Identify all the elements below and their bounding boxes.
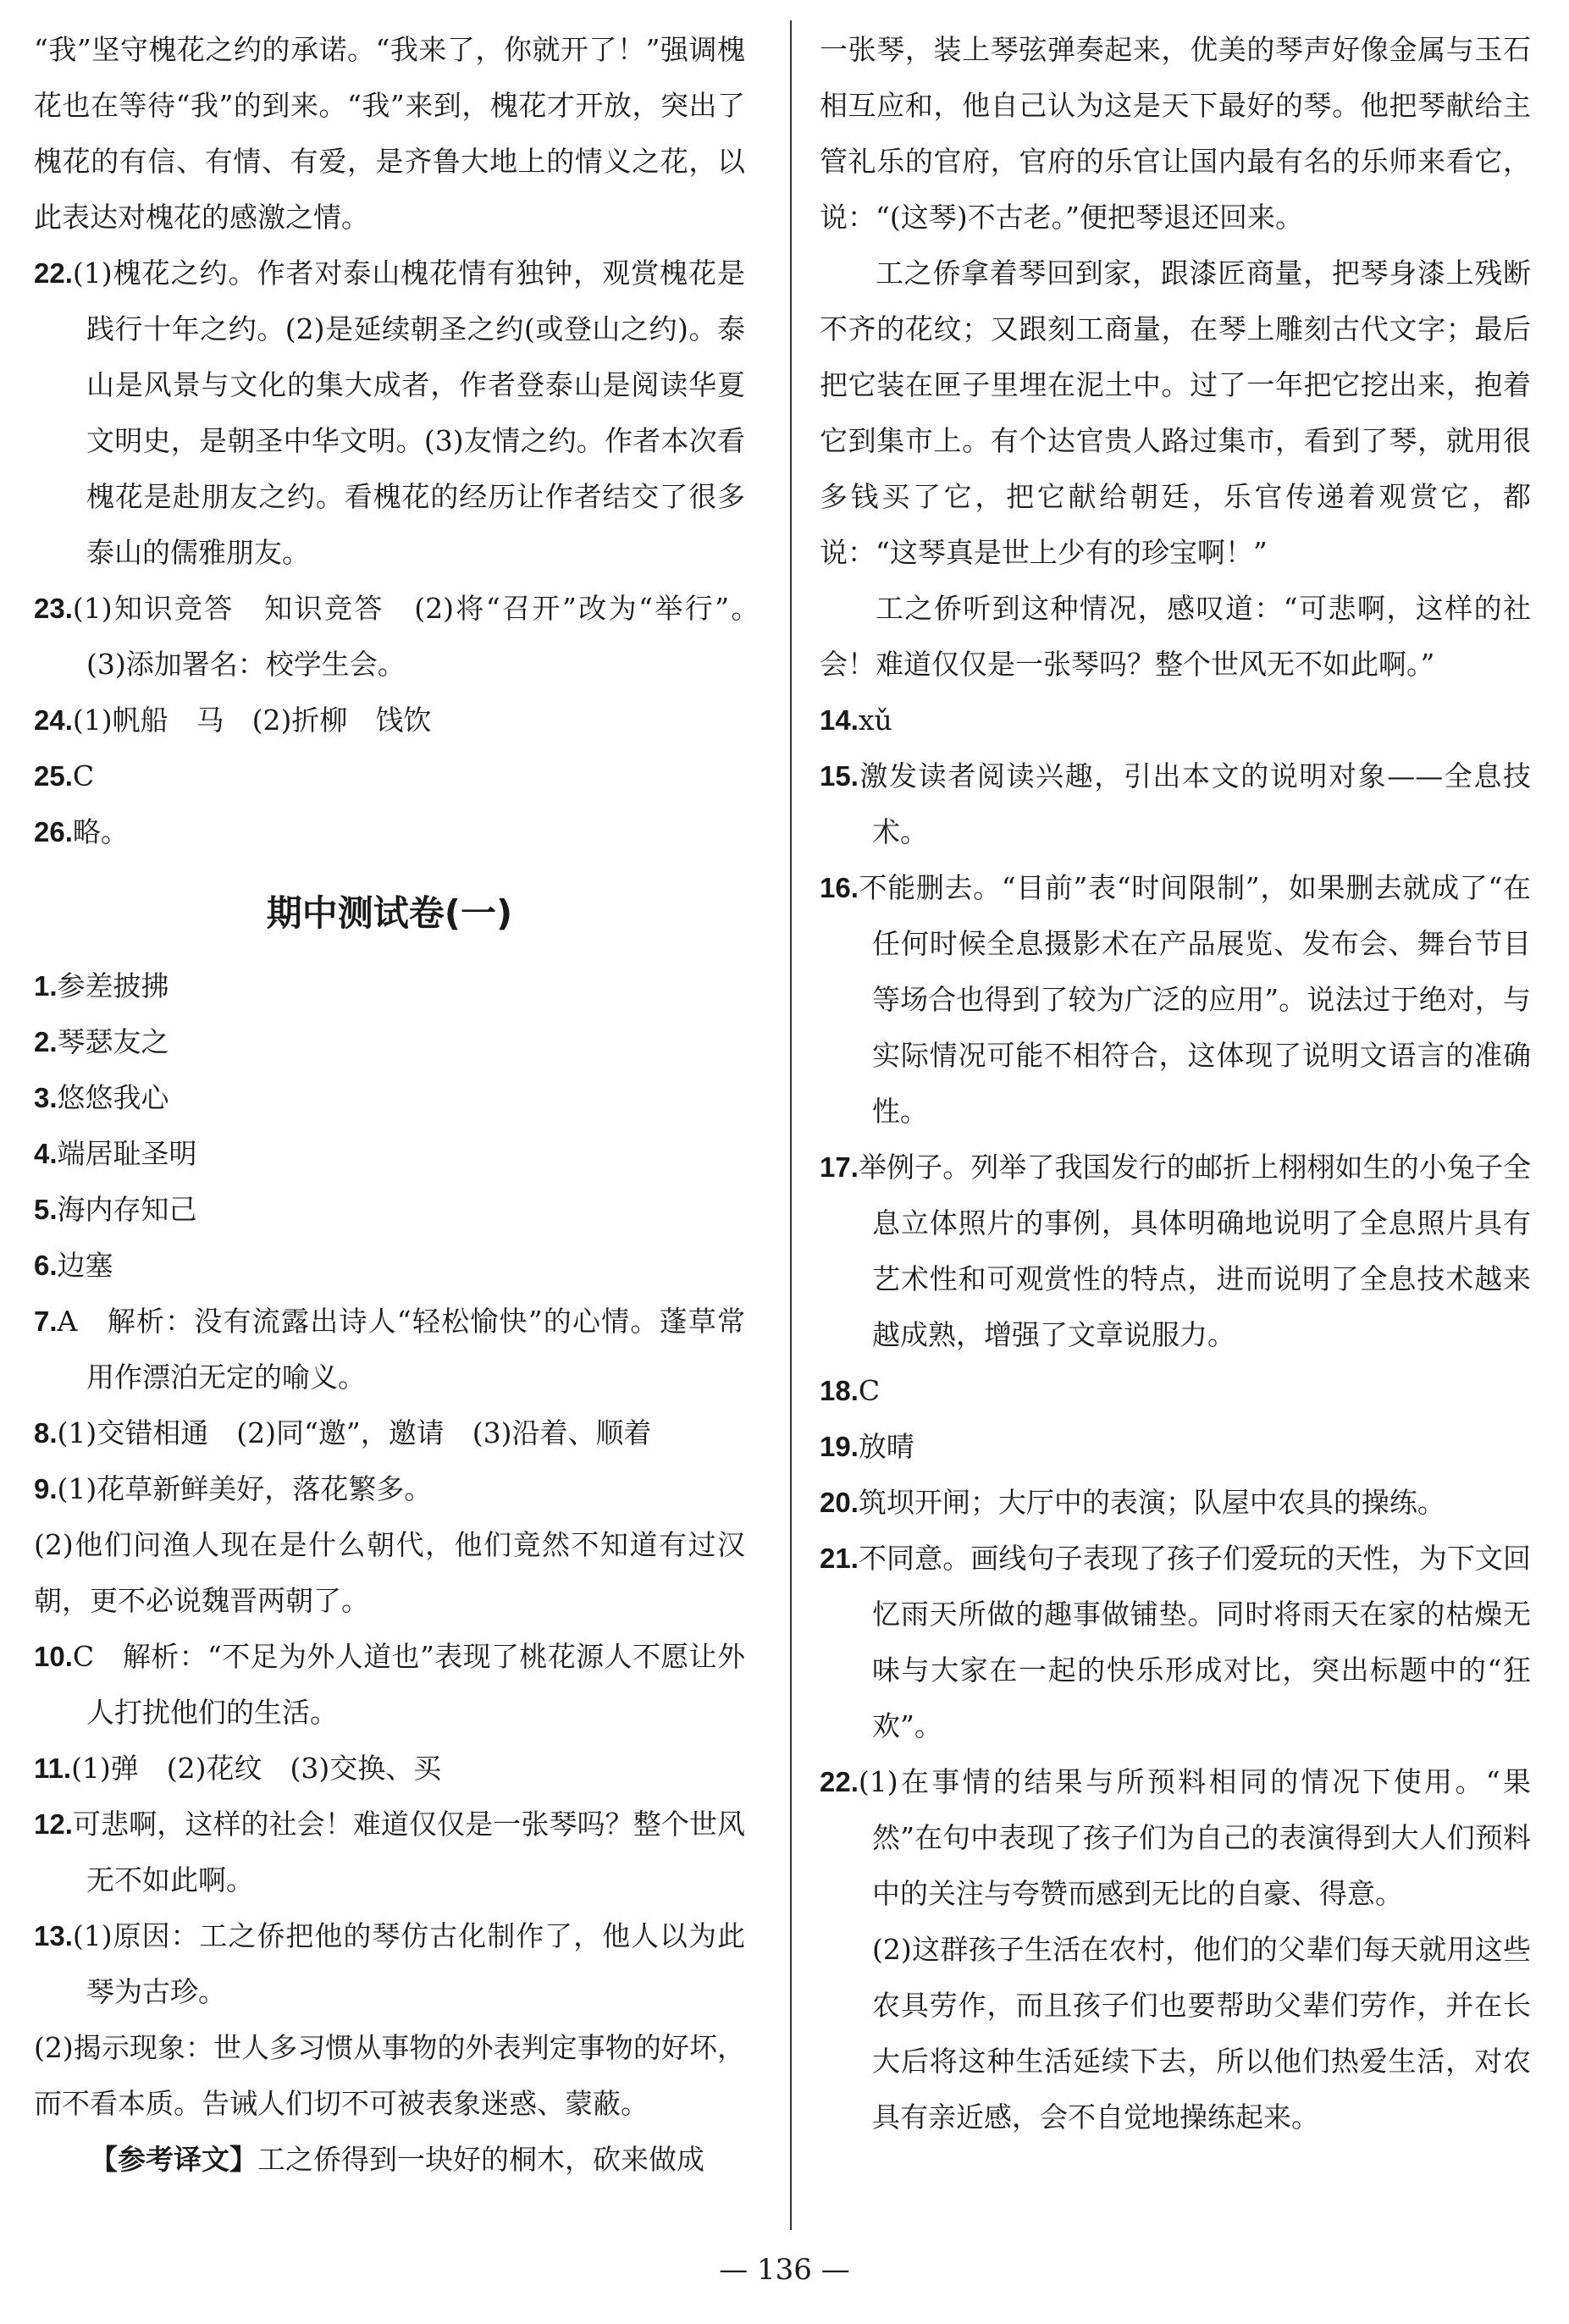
page-number: — 136 — (719, 2253, 850, 2287)
intro-paragraph: “我”坚守槐花之约的承诺。“我来了，你就开了！”强调槐花也在等待“我”的到来。“我”来到，槐花才开放，突出了槐花的有信、有情、有爱，是齐鲁大地上的情义之花，以此表达对槐花的感激之情。 (34, 33, 745, 234)
answer-list (820, 693, 1531, 2145)
answer-item: 3.悠悠我心 (34, 1081, 169, 1114)
answer-item: 14.xǔ (820, 704, 892, 737)
answer-item: 13.(1)原因：工之侨把他的琴仿古化制作了，他人以为此琴为古珍。 (34, 1919, 745, 2008)
answer-item: 8.(1)交错相通 (2)同“邀”，邀请 (3)沿着、顺着 (34, 1416, 652, 1449)
section-title: 期中测试卷(一) (266, 892, 513, 934)
translation-paragraph: 一张琴，装上琴弦弹奏起来，优美的琴声好像金属与玉石相互应和，他自己认为这是天下最好的琴。他把琴献给主管礼乐的官府，官府的乐官让国内最有名的乐师来看它，说：“(这琴)不古老。”便把琴退还回来。 (820, 33, 1531, 234)
answer-item: 4.端居耻圣明 (34, 1137, 197, 1170)
answer-item: 17.举例子。列举了我国发行的邮折上栩栩如生的小兔子全息立体照片的事例，具体明确地说明了全息照片具有艺术性和可观赏性的特点，进而说明了全息技术越来越成熟，增强了文章说服力。 (820, 1151, 1531, 1351)
prev-answer-list (34, 246, 773, 860)
answer-item: 25.C (34, 759, 95, 792)
answer-item: 18.C (820, 1374, 881, 1407)
right-column (820, 22, 1531, 2145)
translation-paragraph: 工之侨拿着琴回到家，跟漆匠商量，把琴身漆上残断不齐的花纹；又跟刻工商量，在琴上雕刻古代文字；最后把它装在匣子里埋在泥土中。过了一年把它挖出来，抱着它到集市上。有个达官贵人路过集市，看到了琴，就用很多钱买了它，把它献给朝廷，乐官传递着观赏它，都说：“这琴真是世上少有的珍宝啊！” (820, 257, 1531, 569)
answer-item: 5.海内存知己 (34, 1193, 197, 1226)
answer-item: 26.略。 (34, 815, 129, 848)
answer-subpart: (2)这群孩子生活在农村，他们的父辈们每天就用这些农具劳作，而且孩子们也要帮助父辈们劳作，并在长大后将这种生活延续下去，所以他们热爱生活，对农具有亲近感，会不自觉地操练起来。 (872, 1933, 1531, 2134)
translation-start: 【参考译文】工之侨得到一块好的桐木，砍来做成 (90, 2143, 704, 2176)
answer-item: 15.激发读者阅读兴趣，引出本文的说明对象——全息技术。 (820, 759, 1531, 848)
answer-item: 24.(1)帆船 马 (2)折柳 饯饮 (34, 704, 432, 737)
answer-item: 7.A 解析：没有流露出诗人“轻松愉快”的心情。蓬草常用作漂泊无定的喻义。 (34, 1305, 745, 1394)
answer-item: 12.可悲啊，这样的社会！难道仅仅是一张琴吗？整个世风无不如此啊。 (34, 1808, 745, 1896)
answer-item: 23.(1)知识竞答 知识竞答 (2)将“召开”改为“举行”。 (3)添加署名：校学生会。 (34, 592, 773, 681)
answer-item: 10.C 解析：“不足为外人道也”表现了桃花源人不愿让外人打扰他们的生活。 (34, 1640, 745, 1729)
left-column (34, 22, 773, 2188)
answer-item: 2.琴瑟友之 (34, 1025, 169, 1058)
answer-item: 1.参差披拂 (34, 969, 169, 1002)
column-divider (790, 20, 792, 2230)
translation-paragraph: 工之侨听到这种情况，感叹道：“可悲啊，这样的社会！难道仅仅是一张琴吗？整个世风无不如此啊。” (820, 592, 1531, 681)
answer-list (34, 958, 745, 2188)
answer-item: 11.(1)弹 (2)花纹 (3)交换、买 (34, 1752, 442, 1785)
answer-item: 20.筑坝开闸；大厅中的表演；队屋中农具的操练。 (820, 1486, 1445, 1519)
answer-item: 16.不能删去。“目前”表“时间限制”，如果删去就成了“在任何时候全息摄影术在产品展览、发布会、舞台节目等场合也得到了较为广泛的应用”。说法过于绝对，与实际情况可能不相符合，这体现了说明文语言的准确性。 (820, 871, 1531, 1128)
answer-item: 22.(1)在事情的结果与所预料相同的情况下使用。“果然”在句中表现了孩子们为自己的表演得到大人们预料中的关注与夸赞而感到无比的自豪、得意。 (820, 1765, 1531, 1910)
answer-subpart: (2)他们问渔人现在是什么朝代，他们竟然不知道有过汉朝，更不必说魏晋两朝了。 (34, 1528, 745, 1617)
answer-item: 21.不同意。画线句子表现了孩子们爱玩的天性，为下文回忆雨天所做的趣事做铺垫。同时将雨天在家的枯燥无味与大家在一起的快乐形成对比，突出标题中的“狂欢”。 (820, 1542, 1531, 1742)
answer-item: 19.放晴 (820, 1430, 914, 1463)
answer-item: 9.(1)花草新鲜美好，落花繁多。 (34, 1472, 433, 1505)
answer-item: 22.(1)槐花之约。作者对泰山槐花情有独钟，观赏槐花是践行十年之约。(2)是延续朝圣之约(或登山之约)。泰山是风景与文化的集大成者，作者登泰山是阅读华夏文明史，是朝圣中华文明。(3)友情之约。作者本次看槐花是赴朋友之约。看槐花的经历让作者结交了很多泰山的儒雅朋友。 (34, 257, 745, 569)
answer-item: 6.边塞 (34, 1249, 113, 1282)
answer-subpart: (2)揭示现象：世人多习惯从事物的外表判定事物的好坏，而不看本质。告诫人们切不可被表象迷惑、蒙蔽。 (34, 2031, 745, 2120)
